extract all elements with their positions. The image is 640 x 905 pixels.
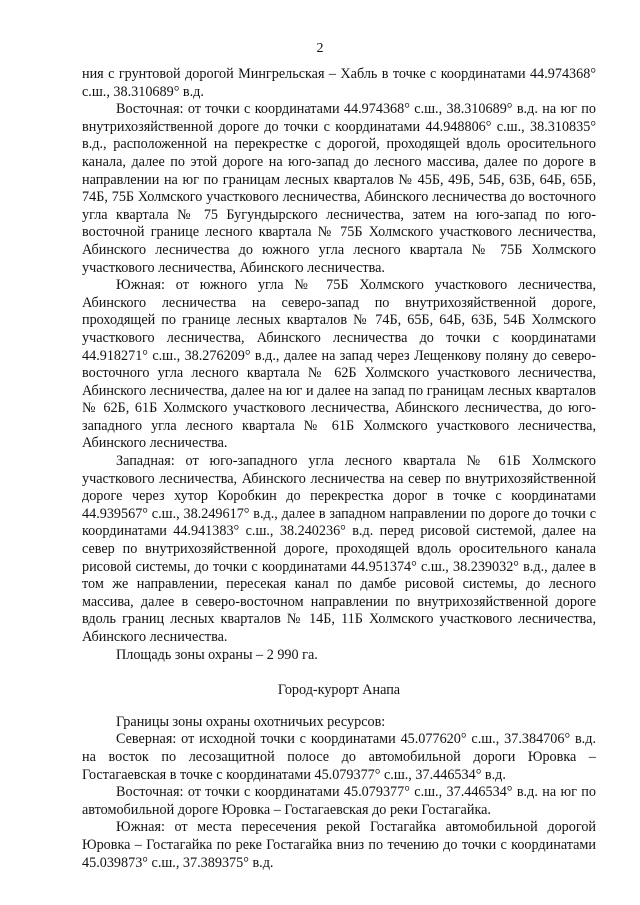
paragraph-north-boundary-anapa: Северная: от исходной точки с координатами 45.077620° с.ш., 37.384706° в.д. на восток по лесозащитной полосе до автомобильной дороги Юровка – Гостагаевская в точке с координатами 45.079377° с.ш., 37.446534° в.д. xyxy=(82,731,596,783)
paragraph-east-boundary: Восточная: от точки с координатами 44.974368° с.ш., 38.310689° в.д. на юг по внутрихозяйственной дороге до точки с координатами 44.948806° с.ш., 38.310835° в.д., расположенной на перекрестке с дорогой, проходящей вдоль оросительного канала, далее по этой дороге на юго-запад до лесного массива, далее по дороге в направлении на юг по границам лесных кварталов № 45Б, 49Б, 54Б, 63Б, 64Б, 65Б, 74Б, 75Б Холмского участкового лесничества, Абинского лесничества до восточного угла квартала № 75 Бугундырского лесничества, затем на юго-запад по юго-восточной границе лесного квартала № 75Б Холмского участкового лесничества, Абинского лесничества до южного угла лесного квартала № 75Б Холмского участкового лесничества, Абинского лесничества. xyxy=(82,101,596,276)
paragraph-boundaries-intro: Границы зоны охраны охотничьих ресурсов: xyxy=(116,713,386,730)
paragraph-south-boundary: Южная: от южного угла № 75Б Холмского участкового лесничества, Абинского лесничества на северо-запад по внутрихозяйственной дороге, проходящей по границе лесных кварталов № 74Б, 65Б, 64Б, 63Б, 54Б Холмского участкового лесничества, Абинского лесничества до точки с координатами 44.918271° с.ш., 38.276209° в.д., далее на запад через Лещенкову поляну до северо-восточного угла лесного квартала № 62Б Холмского участкового лесничества, Абинского лесничества, далее на юг и далее на запад по границам лесных кварталов № 62Б, 61Б Холмского участкового лесничества, Абинского лесничества, до юго-западного угла лесного квартала № 61Б Холмского участкового лесничества, Абинского лесничества. xyxy=(82,277,596,452)
section-heading: Город-курорт Анапа xyxy=(277,682,401,699)
document-body xyxy=(82,66,596,872)
paragraph-continuation: ния с грунтовой дорогой Мингрельская – Хабль в точке с координатами 44.974368° с.ш., 38.310689° в.д. xyxy=(82,66,596,100)
paragraph-west-boundary: Западная: от юго-западного угла лесного квартала № 61Б Холмского участкового лесничества, Абинского лесничества на север по внутрихозяйственной дороге через хутор Коробкин до перекрестка дорог в точке с координатами 44.939567° с.ш., 38.249617° в.д., далее в западном направлении по дороге до точки с координатами 44.941383° с.ш., 38.240236° в.д. перед рисовой системой, далее на север по внутрихозяйственной дороге, проходящей вдоль оросительного канала рисовой системы, до точки с координатами 44.951374° с.ш., 38.239032° в.д., далее в том же направлении, пересекая канал по дамбе рисовой системы, до лесного массива, далее в северо-восточном направлении по внутрихозяйственной дороге вдоль границ лесных кварталов № 14Б, 11Б Холмского участкового лесничества, Абинского лесничества. xyxy=(82,453,596,645)
paragraph-area: Площадь зоны охраны – 2 990 га. xyxy=(116,646,318,663)
page-number: 2 xyxy=(316,41,324,56)
paragraph-south-boundary-anapa: Южная: от места пересечения рекой Гостагайка автомобильной дорогой Юровка – Гостагайка по реке Гостагайка вниз по течению до точки с координатами 45.039873° с.ш., 37.389375° в.д. xyxy=(82,819,596,871)
paragraph-east-boundary-anapa: Восточная: от точки с координатами 45.079377° с.ш., 37.446534° в.д. на юг по автомобильной дороге Юровка – Гостагаевская до реки Гостагайка. xyxy=(82,784,596,818)
